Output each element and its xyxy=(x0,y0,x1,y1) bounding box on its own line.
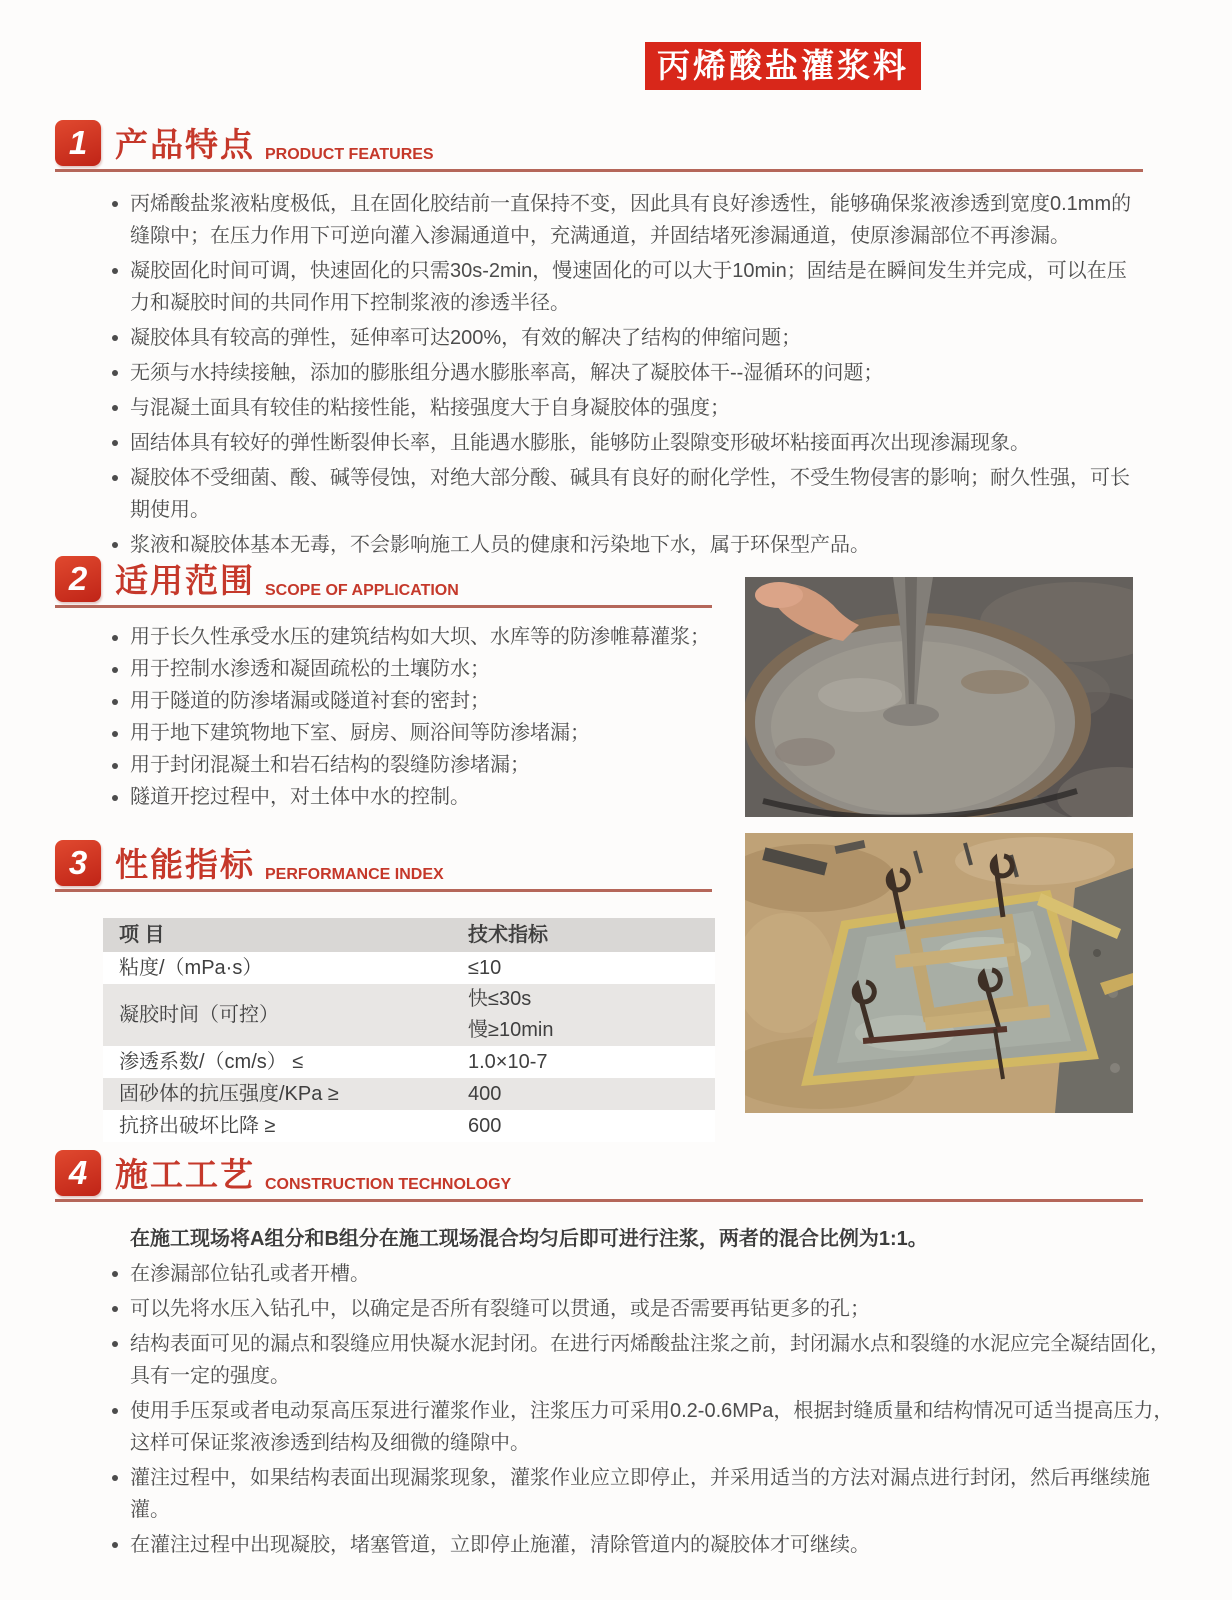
list-item: 结构表面可见的漏点和裂缝应用快凝水泥封闭。在进行丙烯酸盐注浆之前，封闭漏水点和裂缝的水泥应完全凝结固化，具有一定的强度。 xyxy=(103,1328,1183,1392)
product-features-list xyxy=(103,188,1143,561)
list-item: 在灌注过程中出现凝胶，堵塞管道，立即停止施灌，清除管道内的凝胶体才可继续。 xyxy=(103,1529,1183,1561)
list-item: 丙烯酸盐浆液粘度极低，且在固化胶结前一直保持不变，因此具有良好渗透性，能够确保浆液渗透到宽度0.1mm的缝隙中；在压力作用下可逆向灌入渗漏通道中，充满通道，并固结堵死渗漏通道，使原渗漏部位不再渗漏。 xyxy=(103,188,1143,252)
section-subtitle: SCOPE OF APPLICATION xyxy=(265,582,459,599)
list-item: 在渗漏部位钻孔或者开槽。 xyxy=(103,1258,1183,1290)
performance-table xyxy=(103,918,715,1142)
list-item: 浆液和凝胶体基本无毒，不会影响施工人员的健康和污染地下水，属于环保型产品。 xyxy=(103,529,1143,561)
list-item: 凝胶固化时间可调，快速固化的只需30s-2min，慢速固化的可以大于10min；固结是在瞬间发生并完成，可以在压力和凝胶时间的共同作用下控制浆液的渗透半径。 xyxy=(103,255,1143,319)
construction-formwork-photo xyxy=(745,833,1133,1113)
section-number-badge: 2 xyxy=(55,556,101,602)
section-title: 产品特点 xyxy=(115,126,255,163)
section-header xyxy=(55,1150,1145,1202)
section-subtitle: CONSTRUCTION TECHNOLOGY xyxy=(265,1176,512,1193)
section-title: 施工工艺 xyxy=(115,1156,255,1193)
table-row: 抗挤出破坏比降 ≥ 600 xyxy=(103,1110,715,1142)
list-item: 隧道开挖过程中，对土体中水的控制。 xyxy=(103,782,715,813)
section-number-badge: 3 xyxy=(55,840,101,886)
mixing-ratio-note: 在施工现场将A组分和B组分在施工现场混合均匀后即可进行注浆，两者的混合比例为1:1。 xyxy=(130,1228,928,1250)
section-underline xyxy=(55,605,712,608)
table-row: 凝胶时间（可控） 快≤30s 慢≥10min xyxy=(103,984,715,1046)
section-underline xyxy=(55,169,1143,172)
column-header: 项 目 xyxy=(119,924,165,946)
section-number-badge: 1 xyxy=(55,120,101,166)
section-underline xyxy=(55,889,712,892)
list-item: 用于地下建筑物地下室、厨房、厕浴间等防渗堵漏； xyxy=(103,718,715,749)
section-product-features xyxy=(55,120,1145,564)
section-number-badge: 4 xyxy=(55,1150,101,1196)
list-item: 与混凝土面具有较佳的粘接性能，粘接强度大于自身凝胶体的强度； xyxy=(103,392,1143,424)
list-item: 用于隧道的防渗堵漏或隧道衬套的密封； xyxy=(103,686,715,717)
list-item: 可以先将水压入钻孔中，以确定是否所有裂缝可以贯通，或是否需要再钻更多的孔； xyxy=(103,1293,1183,1325)
list-item: 无须与水持续接触，添加的膨胀组分遇水膨胀率高，解决了凝胶体干--湿循环的问题； xyxy=(103,357,1143,389)
table-row: 固砂体的抗压强度/KPa ≥ 400 xyxy=(103,1078,715,1110)
column-header: 技术指标 xyxy=(468,924,548,946)
section-subtitle: PERFORMANCE INDEX xyxy=(265,866,444,883)
list-item: 用于长久性承受水压的建筑结构如大坝、水库等的防渗帷幕灌浆； xyxy=(103,622,715,653)
section-title: 性能指标 xyxy=(115,846,255,883)
table-row: 渗透系数/（cm/s） ≤ 1.0×10-7 xyxy=(103,1046,715,1078)
section-underline xyxy=(55,1199,1143,1202)
application-list xyxy=(103,622,715,813)
list-item: 用于封闭混凝土和岩石结构的裂缝防渗堵漏； xyxy=(103,750,715,781)
grout-mixing-photo xyxy=(745,577,1133,817)
list-item: 固结体具有较好的弹性断裂伸长率，且能遇水膨胀，能够防止裂隙变形破坏粘接面再次出现渗漏现象。 xyxy=(103,427,1143,459)
list-item: 凝胶体具有较高的弹性，延伸率可达200%，有效的解决了结构的伸缩问题； xyxy=(103,322,1143,354)
section-title: 适用范围 xyxy=(115,562,255,599)
list-item: 用于控制水渗透和凝固疏松的土壤防水； xyxy=(103,654,715,685)
construction-steps-list xyxy=(103,1258,1183,1561)
section-construction-technology xyxy=(55,1150,1174,1564)
table-header-row xyxy=(103,918,715,952)
table-row: 粘度/（mPa·s） ≤10 xyxy=(103,952,715,984)
section-subtitle: PRODUCT FEATURES xyxy=(265,146,434,163)
product-title-banner: 丙烯酸盐灌浆料 xyxy=(645,42,921,90)
list-item: 灌注过程中，如果结构表面出现漏浆现象，灌浆作业应立即停止，并采用适当的方法对漏点进行封闭，然后再继续施灌。 xyxy=(103,1462,1183,1526)
section-header xyxy=(55,120,1145,172)
list-item: 使用手压泵或者电动泵高压泵进行灌浆作业，注浆压力可采用0.2-0.6MPa，根据封缝质量和结构情况可适当提高压力，这样可保证浆液渗透到结构及细微的缝隙中。 xyxy=(103,1395,1183,1459)
list-item: 凝胶体不受细菌、酸、碱等侵蚀，对绝大部分酸、碱具有良好的耐化学性，不受生物侵害的影响；耐久性强，可长期使用。 xyxy=(103,462,1143,526)
